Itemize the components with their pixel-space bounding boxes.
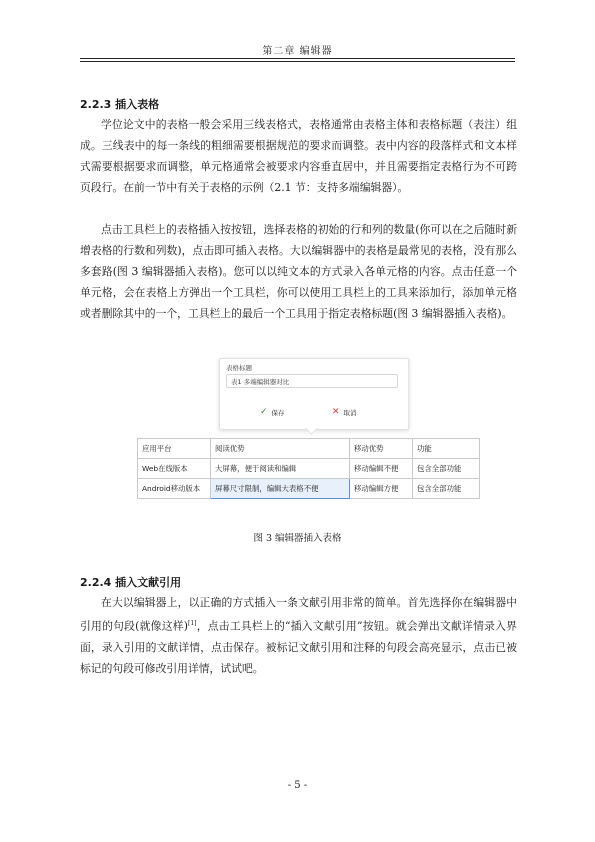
paragraph-citation <box>80 592 517 679</box>
table-cell[interactable]: 移动编辑方便 <box>350 479 413 499</box>
table-title-popup <box>219 358 409 430</box>
section-heading-2-2-4: 2.2.4 插入文献引用 <box>80 576 182 589</box>
table-header-cell[interactable]: 应用平台 <box>138 439 211 459</box>
table-cell-selected[interactable]: 屏幕尺寸限制，编辑大表格不便 <box>211 479 350 499</box>
figure-table-editor <box>137 358 493 500</box>
save-button[interactable] <box>260 407 285 417</box>
page-number: - 5 - <box>287 780 308 791</box>
table-header-row <box>138 439 480 459</box>
running-header: 第二章 编辑器 <box>262 46 333 57</box>
table-title-input[interactable]: 表1 多端编辑器对比 <box>226 374 398 388</box>
section-heading-2-2-3: 2.2.3 插入表格 <box>80 98 160 111</box>
citation-text-end: ，点击工具栏上的“插入文献引用”按钮。就会弹出文献详情录入界面，录入引用的文献详情，点击保存。被标记文献引用和注释的句段会高亮显示，点击已被标记的句段可修改引用详情，试试吧。 <box>80 619 517 675</box>
popup-title-label: 表格标题 <box>226 364 252 372</box>
table-row <box>138 459 480 479</box>
save-button-label: 保存 <box>271 408 285 417</box>
table-header-cell[interactable]: 阅读优势 <box>211 439 350 459</box>
paragraph-table-insert: 点击工具栏上的表格插入按按钮，选择表格的初始的行和列的数量(你可以在之后随时新增表格的行数和列数)，点击即可插入表格。大以编辑器中的表格是最常见的表格，没有那么多套路(图 3 编辑器插入表格)。您可以以纯文本的方式录入各单元格的内容。点击任意一个单元格，会在表格上方弹出一个工具栏，你可以使用工具栏上的工具来添加行，添加单元格或者删除其中的一个，工具栏上的最后一个工具用于指定表格标题(图 3 编辑器插入表格)。 <box>80 223 517 320</box>
table-cell[interactable]: 包含全部功能 <box>413 459 480 479</box>
table-header-cell[interactable]: 功能 <box>413 439 480 459</box>
table-cell[interactable]: 大屏幕，便于阅读和编辑 <box>211 459 350 479</box>
paragraph-table-intro: 学位论文中的表格一般会采用三线表格式，表格通常由表格主体和表格标题（表注）组成。三线表中的每一条线的粗细需要根据规范的要求而调整。表中内容的段落样式和文本样式需要根据要求而调整，单元格通常会被要求内容垂直居中，并且需要指定表格行为不可跨页段行。在前一节中有关于表格的示例（2.1 节：支持多端编辑器）。 <box>80 118 517 194</box>
close-icon: ✕ <box>332 407 340 417</box>
table-cell[interactable]: Web在线版本 <box>138 459 211 479</box>
citation-marker[interactable]: [1] <box>187 620 197 627</box>
table-header-cell[interactable]: 移动优势 <box>350 439 413 459</box>
popup-actions <box>220 407 408 421</box>
check-icon: ✓ <box>260 407 268 417</box>
table-cell[interactable]: 移动编辑不便 <box>350 459 413 479</box>
header-rule <box>80 58 515 59</box>
header-rule-thin <box>80 61 515 62</box>
cancel-button[interactable] <box>332 407 357 417</box>
table-cell[interactable]: 包含全部功能 <box>413 479 480 499</box>
table-row <box>138 479 480 499</box>
cancel-button-label: 取消 <box>343 408 357 417</box>
figure-caption: 图 3 编辑器插入表格 <box>253 533 342 544</box>
comparison-table <box>137 438 480 499</box>
table-cell[interactable]: Android移动版本 <box>138 479 211 499</box>
citation-text-start: 在大以编辑器上，以正确的方式插入一条文献引用非常的简单。首先选择你在编辑器中引用的句段(就像这样) <box>80 596 517 633</box>
